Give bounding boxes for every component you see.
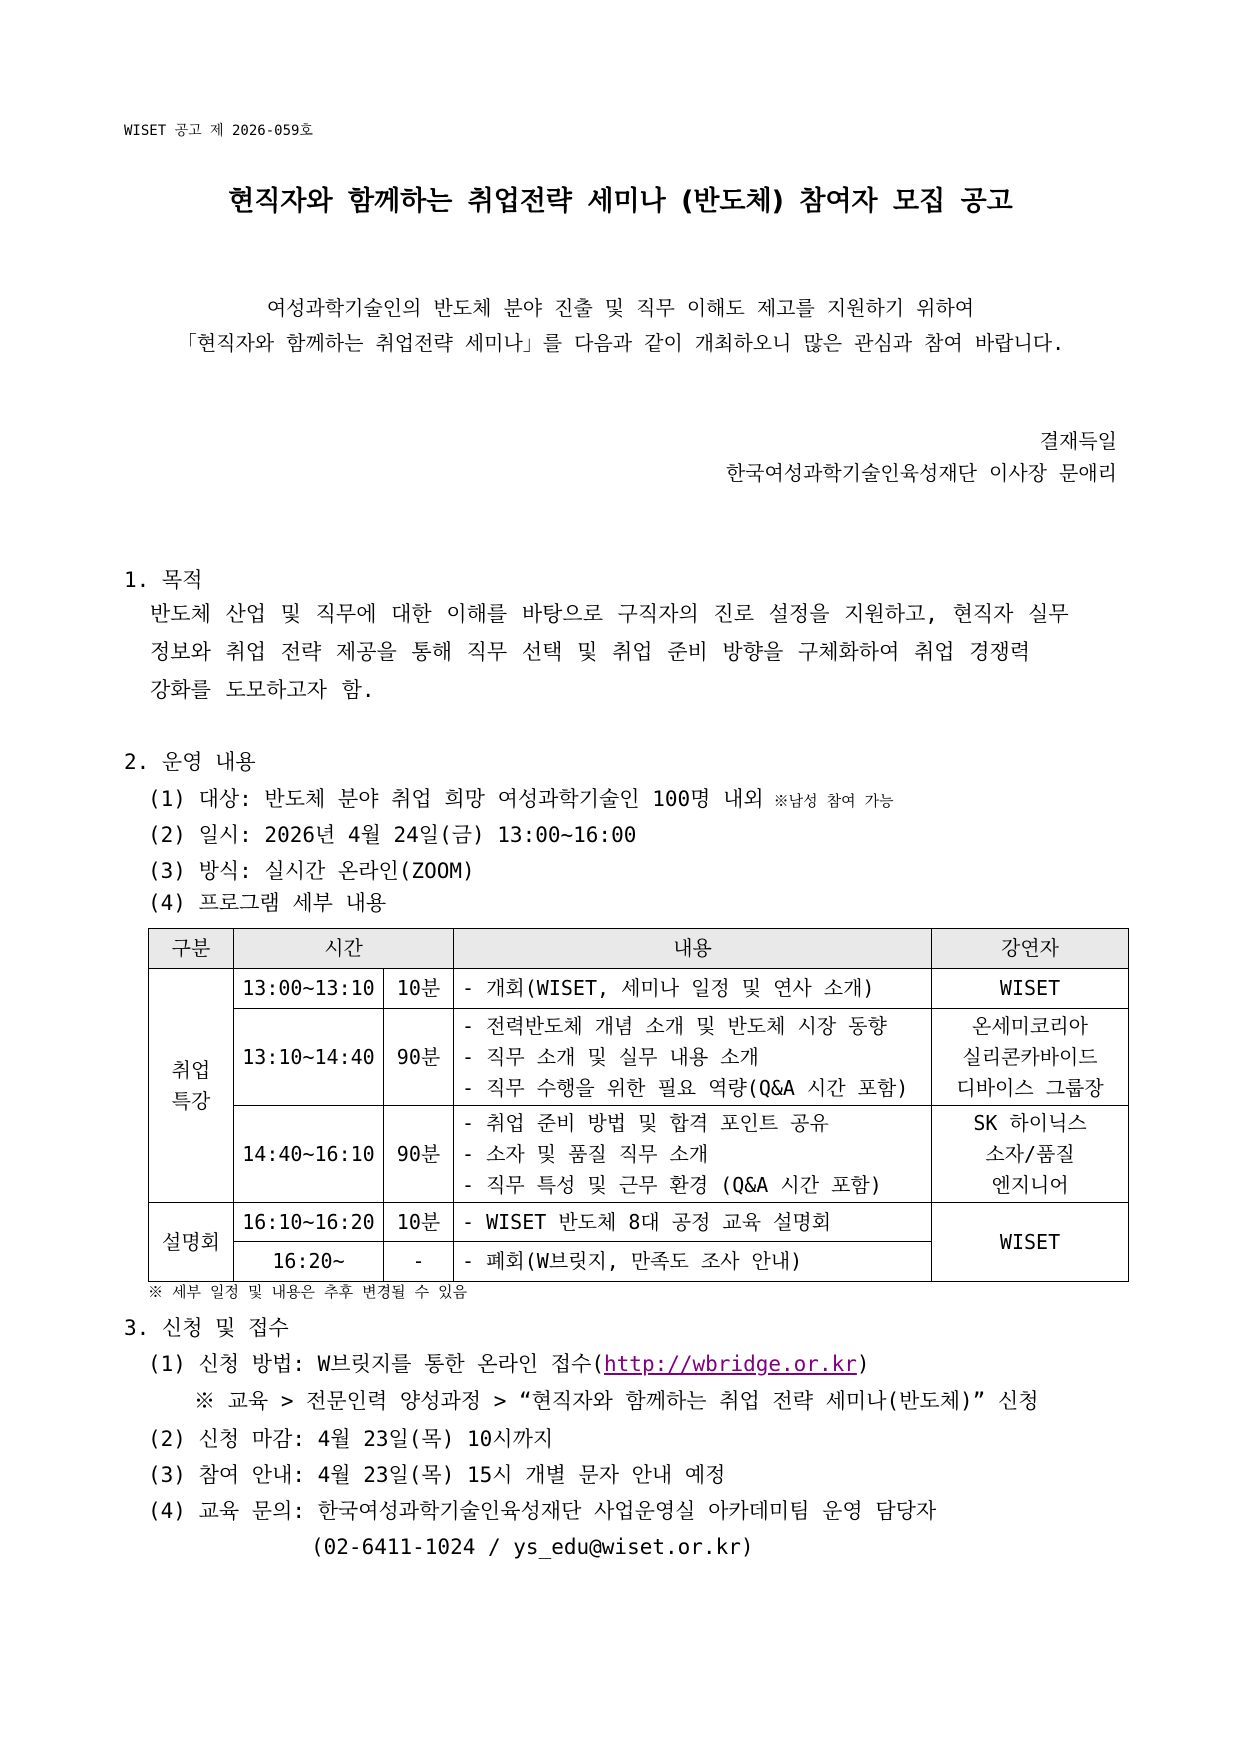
- content-line: - 전력반도체 개념 소개 및 반도체 시장 동향: [462, 1013, 887, 1038]
- duration-cell: 90분: [384, 1009, 454, 1106]
- speaker-line: 실리콘카바이드: [962, 1044, 1098, 1069]
- category-line: 취업: [171, 1057, 211, 1082]
- table-row: [149, 969, 1129, 1009]
- speaker-line: 디바이스 그룹장: [956, 1075, 1104, 1100]
- time-cell: 16:10~16:20: [234, 1203, 384, 1242]
- purpose-line: 강화를 도모하고자 함.: [150, 678, 375, 702]
- contact-info: (02-6411-1024 / ys_edu@wiset.or.kr): [311, 1535, 754, 1559]
- content-line: - 직무 수행을 위한 필요 역량(Q&A 시간 포함): [462, 1075, 909, 1100]
- content-cell: [454, 1009, 932, 1106]
- application-menu-path: ※ 교육 > 전문인력 양성과정 > “현직자와 함께하는 취업 전략 세미나(반도체)” 신청: [194, 1389, 1039, 1413]
- table-footnote: ※ 세부 일정 및 내용은 추후 변경될 수 있음: [148, 1283, 468, 1301]
- speaker-line: WISET: [999, 976, 1061, 1000]
- purpose-line: 반도체 산업 및 직무에 대한 이해를 바탕으로 구직자의 진로 설정을 지원하고, 현직자 실무: [150, 602, 1069, 626]
- category-cell: [149, 1203, 234, 1282]
- intro-line: 「현직자와 함께하는 취업전략 세미나」를 다음과 같이 개최하오니 많은 관심과 참여 바랍니다.: [176, 331, 1065, 355]
- content-line: - 개회(WISET, 세미나 일정 및 연사 소개): [462, 976, 875, 1000]
- operation-item-method: (3) 방식: 실시간 온라인(ZOOM): [148, 859, 475, 883]
- speaker-cell: [932, 1106, 1129, 1203]
- duration-cell: -: [384, 1242, 454, 1282]
- content-line: - WISET 반도체 8대 공정 교육 설명회: [462, 1209, 832, 1234]
- speaker-cell: [932, 1203, 1129, 1282]
- speaker-line: SK 하이닉스: [973, 1110, 1087, 1135]
- time-cell: 14:40~16:10: [234, 1106, 384, 1203]
- table-header-row: [149, 929, 1129, 969]
- issuer-name: 한국여성과학기술인육성재단 이사장 문애리: [725, 461, 1117, 485]
- program-table: [148, 928, 1129, 1282]
- purpose-line: 정보와 취업 전략 제공을 통해 직무 선택 및 취업 준비 방향을 구체화하여 취업 경쟁력: [150, 640, 1031, 664]
- speaker-line: 소자/품질: [985, 1141, 1075, 1166]
- category-line: 특강: [171, 1088, 211, 1113]
- wbridge-link[interactable]: http://wbridge.or.kr: [604, 1352, 857, 1376]
- content-line: - 소자 및 품질 직무 소개: [462, 1141, 709, 1166]
- content-line: - 취업 준비 방법 및 합격 포인트 공유: [462, 1110, 829, 1135]
- operation-item-text: (1) 대상: 반도체 분야 취업 희망 여성과학기술인 100명 내외: [148, 787, 764, 811]
- time-cell: 13:00~13:10: [234, 969, 384, 1009]
- section-heading-purpose: 1. 목적: [124, 568, 203, 592]
- content-line: - 직무 소개 및 실무 내용 소개: [462, 1044, 759, 1069]
- duration-cell: 10분: [384, 1203, 454, 1242]
- application-method: [148, 1350, 870, 1378]
- time-cell: 13:10~14:40: [234, 1009, 384, 1106]
- content-cell: [454, 1106, 932, 1203]
- column-header-speaker: 강연자: [932, 929, 1129, 969]
- document-number: WISET 공고 제 2026-059호: [124, 123, 313, 139]
- section-heading-application: 3. 신청 및 접수: [124, 1316, 289, 1340]
- speaker-line: 엔지니어: [991, 1172, 1069, 1197]
- content-line: - 폐회(W브릿지, 만족도 조사 안내): [462, 1249, 803, 1273]
- duration-cell: 10분: [384, 969, 454, 1009]
- application-notice: (3) 참여 안내: 4월 23일(목) 15시 개별 문자 안내 예정: [148, 1463, 726, 1487]
- application-inquiry: (4) 교육 문의: 한국여성과학기술인육성재단 사업운영실 아카데미팀 운영 담당자: [148, 1499, 937, 1523]
- application-method-suffix: ): [856, 1352, 870, 1376]
- content-cell: [454, 1242, 932, 1282]
- speaker-cell: [932, 1009, 1129, 1106]
- document-title: 현직자와 함께하는 취업전략 세미나 (반도체) 참여자 모집 공고: [228, 186, 1013, 217]
- operation-item-program: (4) 프로그램 세부 내용: [148, 891, 387, 915]
- table-row: [149, 1009, 1129, 1106]
- time-cell: 16:20~: [234, 1242, 384, 1282]
- content-line: - 직무 특성 및 근무 환경 (Q&A 시간 포함): [462, 1172, 882, 1197]
- intro-line: 여성과학기술인의 반도체 분야 진출 및 직무 이해도 제고를 지원하기 위하여: [266, 296, 975, 320]
- section-heading-operation: 2. 운영 내용: [124, 750, 256, 774]
- operation-item-note: ※남성 참여 가능: [773, 792, 894, 810]
- category-line: 설명회: [162, 1229, 220, 1254]
- speaker-line: WISET: [999, 1229, 1061, 1254]
- operation-item-target: [148, 785, 894, 815]
- content-cell: [454, 1203, 932, 1242]
- table-row: [149, 1106, 1129, 1203]
- approval-note: 결재득일: [1039, 429, 1117, 453]
- content-cell: [454, 969, 932, 1009]
- category-cell: [149, 969, 234, 1203]
- application-deadline: (2) 신청 마감: 4월 23일(목) 10시까지: [148, 1427, 554, 1451]
- table-row: [149, 1203, 1129, 1242]
- application-method-text: (1) 신청 방법: W브릿지를 통한 온라인 접수(: [148, 1352, 605, 1376]
- column-header-category: 구분: [149, 929, 234, 969]
- column-header-time: 시간: [234, 929, 454, 969]
- duration-cell: 90분: [384, 1106, 454, 1203]
- column-header-content: 내용: [454, 929, 932, 969]
- operation-item-schedule: (2) 일시: 2026년 4월 24일(금) 13:00~16:00: [148, 823, 637, 847]
- speaker-line: 온세미코리아: [972, 1013, 1088, 1038]
- speaker-cell: [932, 969, 1129, 1009]
